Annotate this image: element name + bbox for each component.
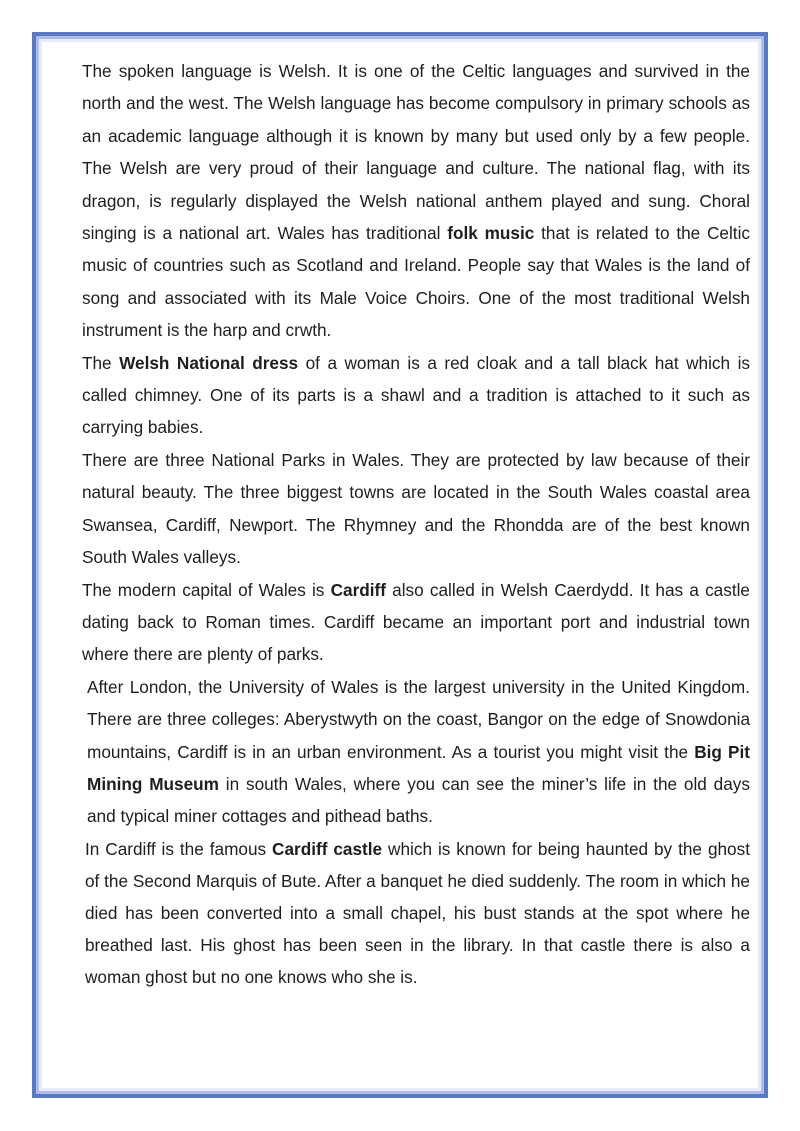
bold-term-big-pit-mining-museum: Big Pit Mining Museum (87, 741, 750, 794)
text-segment: After London, the University of Wales is the largest university in the United Kingdom. There are three colleges: Aberystwyth on the coast, Bangor on the edge of Snowdonia mountains, Cardiff is in an urban environment. As a tourist you might visit the (87, 676, 750, 762)
paragraph-national-dress (82, 347, 750, 444)
text-segment: There are three National Parks in Wales. They are protected by law because of their natural beauty. The three biggest towns are located in the South Wales coastal area Swansea, Cardiff, Newport. The Rhymney and the Rhondda are of the best known South Wales valleys. (82, 449, 750, 568)
bold-term-welsh-national-dress: Welsh National dress (119, 352, 299, 373)
text-segment: The modern capital of Wales is (82, 579, 331, 600)
paragraph-capital-cardiff (82, 574, 750, 671)
bold-term-cardiff-castle: Cardiff castle (272, 838, 383, 859)
text-segment: In Cardiff is the famous (85, 838, 273, 859)
text-segment: of a woman is a red cloak and a tall black hat which is called chimney. One of its parts is a shawl and a tradition is attached to it such as carrying babies. (82, 352, 750, 438)
text-segment: that is related to the Celtic music of countries such as Scotland and Ireland. People say that Wales is the land of song and associated with its Male Voice Choirs. One of the most traditional Welsh instrument is the harp and crwth. (82, 223, 750, 341)
paragraph-university-museum (82, 671, 750, 833)
text-segment: which is known for being haunted by the ghost of the Second Marquis of Bute. After a banquet he died suddenly. The room in which he died has been converted into a small chapel, his bust stands at the spot where he breathed last. His ghost has been seen in the library. In that castle there is also a woman ghost but no one knows who she is. (85, 838, 750, 987)
paragraph-cardiff-castle (85, 833, 750, 993)
paragraph-national-parks (82, 444, 750, 574)
bold-term-cardiff: Cardiff (330, 579, 386, 600)
text-segment: in south Wales, where you can see the miner’s life in the old days and typical miner cottages and pithead baths. (87, 773, 750, 827)
bold-term-folk-music: folk music (447, 223, 535, 244)
document-body (82, 55, 750, 993)
text-segment: The spoken language is Welsh. It is one of the Celtic languages and survived in the north and the west. The Welsh language has become compulsory in primary schools as an academic language although it is known by many but used only by a few people. The Welsh are very proud of their language and culture. The national flag, with its dragon, is regularly displayed the Welsh national anthem played and sung. Choral singing is a national art. Wales has traditional (82, 61, 750, 244)
text-segment: The (82, 352, 120, 373)
paragraph-welsh-language (82, 55, 750, 347)
text-segment: also called in Welsh Caerdydd. It has a castle dating back to Roman times. Cardiff became an important port and industrial town where there are plenty of parks. (82, 579, 750, 665)
